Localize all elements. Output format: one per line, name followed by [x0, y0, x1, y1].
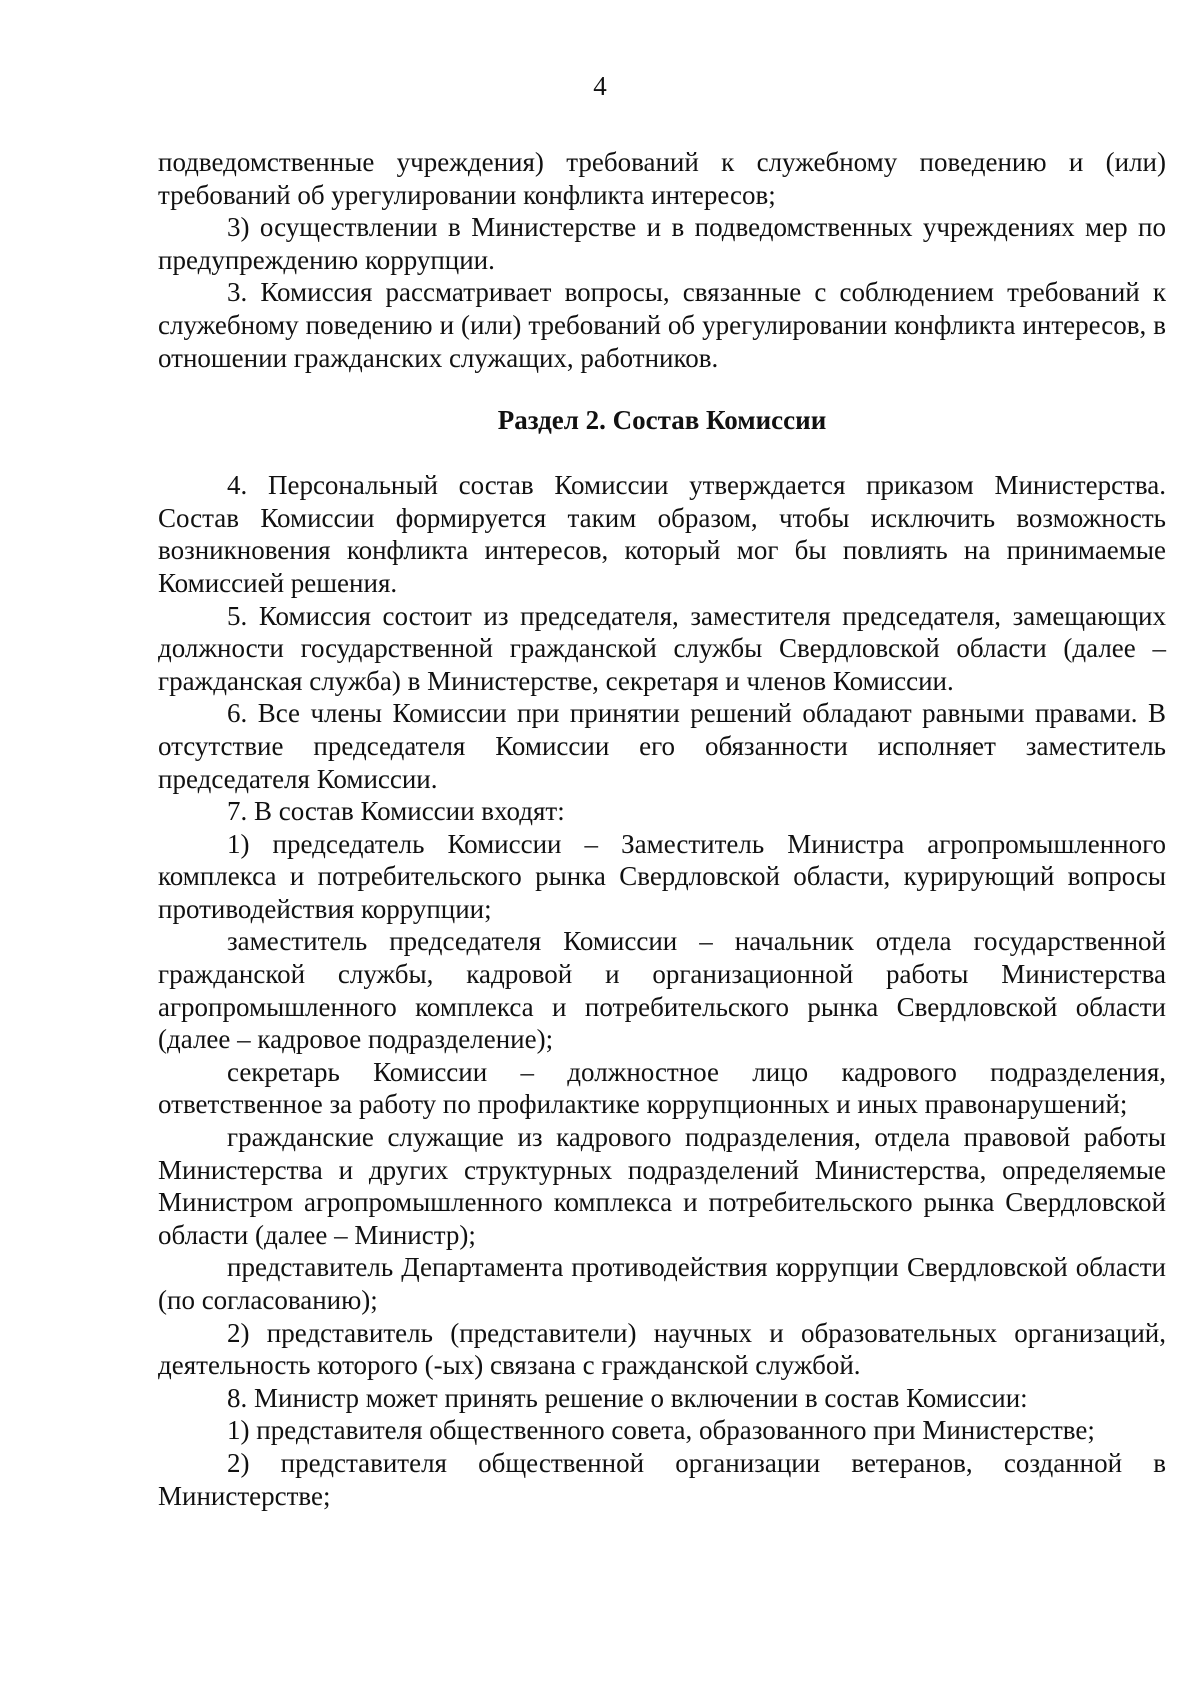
paragraph-7: 7. В состав Комиссии входят:: [227, 796, 565, 827]
paragraph-item-3-subitem: 3) осуществлении в Министерстве и в подведомственных учреждениях мер по предупреждению коррупции.: [158, 212, 1166, 275]
section-heading: Раздел 2. Состав Комиссии: [497, 405, 827, 436]
paragraph-4: 4. Персональный состав Комиссии утверждается приказом Министерства. Состав Комиссии формируется таким образом, чтобы исключить возможность возникновения конфликта интересов, который мог бы повлиять на принимаемые Комиссией решения.: [158, 470, 1166, 598]
paragraph-continuation: подведомственные учреждения) требований к служебному поведению и (или) требований об урегулировании конфликта интересов;: [158, 147, 1166, 210]
paragraph-7-deputy-chair: заместитель председателя Комиссии – начальник отдела государственной гражданской службы, кадровой и организационной работы Министерства агропромышленного комплекса и потребительского рынка Свердловской области (далее – кадровое подразделение);: [158, 926, 1166, 1055]
paragraph-5: 5. Комиссия состоит из председателя, заместителя председателя, замещающих должности государственной гражданской службы Свердловской области (далее – гражданская служба) в Министерстве, секретаря и членов Комиссии.: [158, 600, 1166, 696]
paragraph-8-item-1: 1) представителя общественного совета, образованного при Министерстве;: [227, 1415, 1095, 1446]
document-body: [158, 146, 1166, 1512]
paragraph-7-department-representative: представитель Департамента противодействия коррупции Свердловской области (по согласованию);: [158, 1252, 1166, 1315]
page-number: 4: [593, 71, 607, 101]
paragraph-8: 8. Министр может принять решение о включении в состав Комиссии:: [227, 1382, 1028, 1413]
paragraph-3: 3. Комиссия рассматривает вопросы, связанные с соблюдением требований к служебному поведению и (или) требований об урегулировании конфликта интересов, в отношении гражданских служащих, работников.: [158, 277, 1166, 373]
paragraph-7-secretary: секретарь Комиссии – должностное лицо кадрового подразделения, ответственное за работу по профилактике коррупционных и иных правонарушений;: [158, 1056, 1166, 1120]
paragraph-7-item-2: 2) представитель (представители) научных и образовательных организаций, деятельность которого (-ых) связана с гражданской службой.: [158, 1317, 1166, 1381]
paragraph-7-civil-servants: гражданские служащие из кадрового подразделения, отдела правовой работы Министерства и других структурных подразделений Министерства, определяемые Министром агропромышленного комплекса и потребительского рынка Свердловской области (далее – Министр);: [158, 1122, 1166, 1250]
paragraph-8-item-2: 2) представителя общественной организации ветеранов, созданной в Министерстве;: [158, 1447, 1166, 1511]
paragraph-7-item-1: 1) председатель Комиссии – Заместитель Министра агропромышленного комплекса и потребительского рынка Свердловской области, курирующий вопросы противодействия коррупции;: [158, 828, 1166, 924]
paragraph-6: 6. Все члены Комиссии при принятии решений обладают равными правами. В отсутствие председателя Комиссии его обязанности исполняет заместитель председателя Комиссии.: [158, 698, 1166, 794]
